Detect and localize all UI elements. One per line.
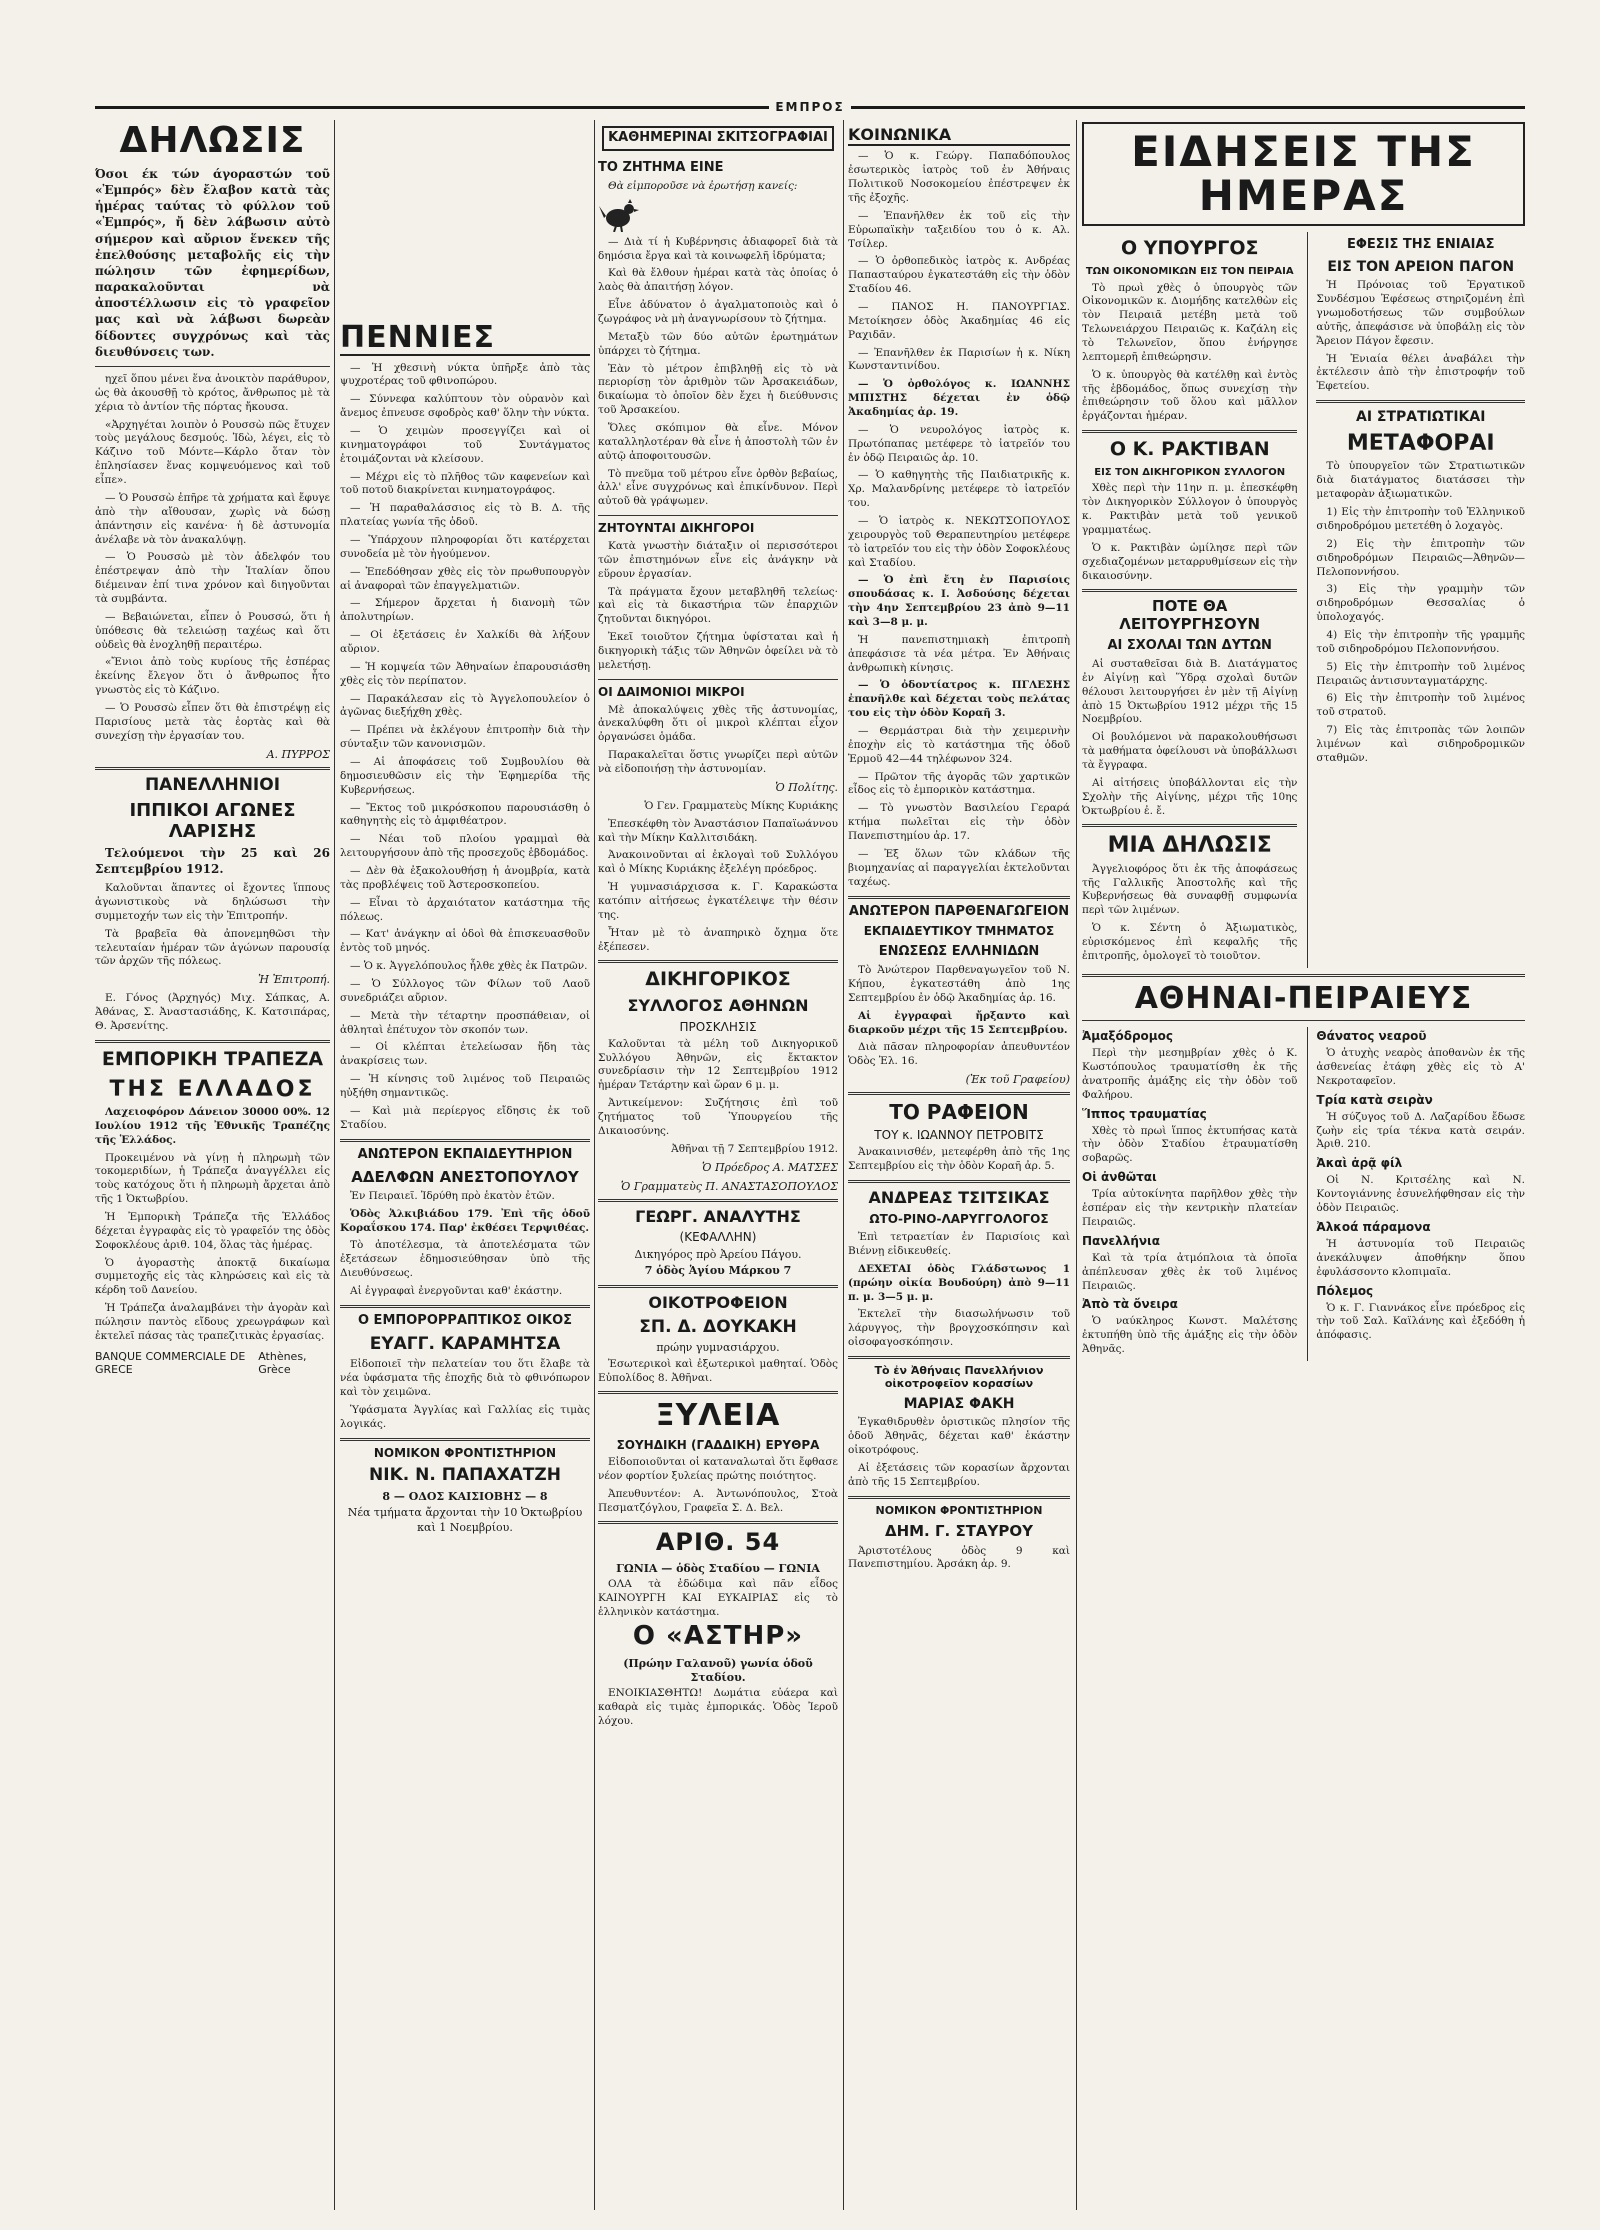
social-item: — Ἐπανῆλθεν ἐκ τοῦ εἰς τὴν Εὐρωπαϊκὴν ταξειδίου του ὁ κ. Αλ. Τσίλερ.	[848, 209, 1070, 250]
headline-oikonomikon-peiraia: ΤΩΝ ΟΙΚΟΝΟΜΙΚΩΝ ΕΙΣ ΤΟΝ ΠΕΙΡΑΙΑ	[1085, 266, 1294, 278]
divider	[1082, 974, 1525, 977]
headline-dikigorikon-syllogon: ΕΙΣ ΤΟΝ ΔΙΚΗΓΟΡΙΚΟΝ ΣΥΛΛΟΓΟΝ	[1094, 466, 1286, 478]
headline-georg-analytis: ΓΕΩΡΓ. ΑΝΑΛΥΤΗΣ	[635, 1206, 801, 1226]
social-item: — Ὁ καθηγητὴς τῆς Παιδιατρικῆς κ. Χρ. Μαλανδρίνης μετέφερε τὸ ἰατρεῖόν του.	[848, 469, 1070, 510]
headline-adelfon-anestopoulou: ΑΔΕΛΦΩΝ ΑΝΕΣΤΟΠΟΥΛΟΥ	[351, 1167, 579, 1186]
social-item: — Ὁ ἐπὶ ἔτη ἐν Παρισίοις σπουδάσας κ. Ι. Ἀσδούσης δέχεται τὴν 4ην Σεπτεμβρίου 23 ἀπὸ 9—11 καὶ 3—8 μ. μ.	[848, 574, 1070, 629]
divider	[598, 960, 838, 963]
headline-kathimerinai-skitsografiai: ΚΑΘΗΜΕΡΙΝΑΙ ΣΚΙΤΣΟΓΡΑΦΙΑΙ	[602, 126, 834, 151]
article-paragraph: Ἐκτελεῖ τὴν διασωλήνωσιν τοῦ λάρυγγος, τὴν βρογχοσκόπησιν καὶ οἰσοφαγοσκόπησιν.	[848, 1308, 1070, 1349]
article-paragraph: Ἡ Πρόνοιας τοῦ Ἐργατικοῦ Συνδέσμου Ἐφέσεως στηριζομένη ἐπὶ γνωμοδοτήσεως τῶν συμβούλων αὐτῆς, ἀπεφάσισε νὰ ὑποβάλῃ εἰς τὸν Ἄρειον Πάγον ἔφεσιν.	[1316, 279, 1525, 347]
headline-tsitsikas: ΑΝΔΡΕΑΣ ΤΣΙΤΣΙΚΑΣ	[868, 1187, 1050, 1207]
subheading: Πόλεμος	[1316, 1283, 1374, 1298]
subheading: Ἀκαὶ ἀρᾷ φίλ	[1316, 1156, 1403, 1171]
address-line: 7 ὁδὸς Ἁγίου Μάρκου 7	[644, 1264, 792, 1278]
social-item: — Ἐπανῆλθεν ἐκ Παρισίων ἡ κ. Νίκη Κωνσταντινίδου.	[848, 346, 1070, 373]
divider	[598, 1521, 838, 1524]
article-paragraph: «Ἀρχηγέται λοιπὸν ὁ Ρουσσὼ πῶς ἔτυχεν τοὺς μεγάλους δεσμούς. Ἰδὼ, λέγει, εἰς τὸ Κάζινο τοῦ Μόντε—Κάρλο ὅταν τὸν ἐπλησίασεν ἕνας κομψευόμενος καὶ τοῦ εἶπε».	[95, 418, 330, 487]
headline-panellinioi: ΠΑΝΕΛΛΗΝΙΟΙ	[144, 774, 281, 795]
headline-emporiki-trapeza: ΕΜΠΟΡΙΚΗ ΤΡΑΠΕΖΑ	[101, 1047, 324, 1070]
headline-nomikon-frontistirion: ΝΟΜΙΚΟΝ ΦΡΟΝΤΙΣΤΗΡΙΟΝ	[373, 1445, 557, 1460]
article-paragraph: Εἶνε ἀδύνατον ὁ ἀγαλματοποιὸς καὶ ὁ ζωγράφος νὰ μὴ ἀναγνωρίσουν τὸ ζήτημα.	[598, 299, 838, 326]
list-item: 3) Εἰς τὴν γραμμὴν τῶν σιδηροδρόμων Θεσσαλίας ὁ ὑπολοχαγός.	[1316, 583, 1525, 624]
news-item: — Μέχρι εἰς τὸ πλῆθος τῶν καφενείων καὶ τοῦ ποτοῦ διακρίνεται κινηματογράφος.	[340, 470, 590, 497]
column-1	[95, 120, 330, 2210]
rooster-icon	[598, 198, 640, 232]
social-item: — Ὁ κ. Γεώργ. Παπαδόπουλος ἐσωτερικὸς ἰατρὸς τοῦ ἐν Ἀθήναις Πολιτικοῦ Νοσοκομείου ἐπέστρεψεν ἐκ τῆς ἐξοχῆς.	[848, 150, 1070, 204]
article-paragraph: Ἀγγελιοφόρος ὅτι ἐκ τῆς ἀποφάσεως τῆς Γαλλικῆς Ἀποστολῆς καὶ τῆς Κυβερνήσεως θὰ συναφθῇ συμφωνία περὶ τῶν λιμένων.	[1082, 862, 1298, 917]
headline-anoteron-parthenagogeion: ΑΝΩΤΕΡΟΝ ΠΑΡΘΕΝΑΓΩΓΕΙΟΝ	[848, 903, 1070, 919]
headline-koinonika: ΚΟΙΝΩΝΙΚΑ	[848, 126, 1070, 146]
address-line: 8 — ΟΔΟΣ ΚΑΙΣΙΟΒΗΣ — 8	[382, 1489, 548, 1503]
article-paragraph: Ὁ ἀγοραστὴς ἀποκτᾷ δικαίωμα συμμετοχῆς εἰς τὰς κληρώσεις καὶ εἰς τὰ κέρδη τοῦ Δανείου.	[95, 1256, 330, 1297]
event-dates: Τελούμενοι τὴν 25 καὶ 26 Σεπτεμβρίου 1912.	[95, 846, 330, 877]
divider	[340, 1438, 590, 1441]
address-line: ΓΩΝΙΑ — ὁδὸς Σταδίου — ΓΩΝΙΑ	[616, 1561, 820, 1575]
divider	[848, 896, 1070, 899]
news-item: — Ὁ χειμὼν προσεγγίζει καὶ οἱ κινηματογράφοι τοῦ Συντάγματος ἑτοιμάζονται νὰ κλείσουν.	[340, 424, 590, 465]
article-paragraph: «Ἔνιοι ἀπὸ τοὺς κυρίους τῆς ἑσπέρας ἐκείνης ἔλεγον ὅτι ὁ ἄνθρωπος ἦτο γνωστὸς εἰς τὸ Κάζινο.	[95, 656, 330, 697]
headline-stavrou: ΔΗΜ. Γ. ΣΤΑΥΡΟΥ	[884, 1522, 1034, 1541]
article-paragraph: Εἰδοποιεῖ τὴν πελατείαν του ὅτι ἔλαβε τὰ νέα ὑφάσματα τῆς ἐποχῆς διὰ τὸ φθινόπωρον καὶ τὸν χειμῶνα.	[340, 1358, 590, 1399]
subheading: Ἵππος τραυματίας	[1082, 1106, 1207, 1121]
social-item: — Ὁ νευρολόγος ἰατρὸς κ. Πρωτόπαπας μετέφερε τὸ ἰατρεῖόν του ἐν ὁδῷ Πειραιῶς ἀρ. 10.	[848, 423, 1070, 464]
bank-city: Athènes, Grèce	[258, 1349, 307, 1376]
article-paragraph: Αἱ ἐξετάσεις τῶν κορασίων ἄρχονται ἀπὸ τῆς 15 Σεπτεμβρίου.	[848, 1461, 1070, 1488]
list-item: 1) Εἰς τὴν ἐπιτροπὴν τοῦ Ἑλληνικοῦ σιδηροδρόμου μετετέθη ὁ λοχαγὸς.	[1316, 506, 1525, 532]
article-paragraph: Θὰ εἰμποροῦσε νὰ ἐρωτήσῃ κανείς:	[608, 179, 798, 192]
subheading: Ἀλκοά πάραμονα	[1316, 1219, 1431, 1234]
headline-ekpaideutikou-tmimatos: ΕΚΠΑΙΔΕΥΤΙΚΟΥ ΤΜΗΜΑΤΟΣ	[863, 924, 1055, 939]
headline-nomikon-frontistirion-2: ΝΟΜΙΚΟΝ ΦΡΟΝΤΙΣΤΗΡΙΟΝ	[875, 1503, 1043, 1517]
news-item: — Οἱ κλέπται ἐτελείωσαν ἤδη τὰς ἀνακρίσεις των.	[340, 1041, 590, 1068]
headline-pennies: ΠΕΝΝΙΕΣ	[340, 322, 590, 356]
article-paragraph: Λαχειοφόρον Δάνειον 30000 00%. 12 Ιουλίου 1912 τῆς Ἐθνικῆς Τραπέζης τῆς Ἑλλάδος.	[95, 1105, 330, 1146]
article-paragraph: Ἐγκαθιδρυθὲν ὁριστικῶς πλησίον τῆς ὁδοῦ Ἀθηνᾶς, δέχεται καθ' ἑκάστην οἰκοτρόφους.	[848, 1416, 1070, 1457]
social-item: — Ἐξ ὅλων τῶν κλάδων τῆς βιομηχανίας αἱ παραγγελίαι ἐκτελοῦνται ταχέως.	[848, 847, 1070, 888]
article-paragraph: Ἡ γυμνασιάρχισσα κ. Γ. Καρακώστα κατόπιν αἰτήσεως ἐγκατέλειψε τὴν θέσιν της.	[598, 881, 838, 921]
article-signature: Ἡ Ἐπιτροπή.	[258, 973, 330, 987]
headline-dikigorikos: ΔΙΚΗΓΟΡΙΚΟΣ	[645, 968, 791, 991]
subheading: Οἱ ἀνθῶται	[1082, 1170, 1157, 1185]
divider	[848, 1092, 1070, 1095]
article-paragraph: Ὅλες σκόπιμον θὰ εἶνε. Μόνον καταλληλοτέραν θὰ εἶνε ἡ ἀποστολὴ τῶν ἐν αὐτῷ ἀποφοιτουσῶν.	[598, 422, 838, 462]
divider	[95, 767, 330, 770]
address-line: ΔΕΧΕΤΑΙ ὁδὸς Γλάδστωνος 1 (πρώην οἰκία Βουδούρη) ἀπὸ 9—11 π. μ. 3—5 μ. μ.	[848, 1262, 1070, 1303]
article-paragraph: Εἰδοποιοῦνται οἱ καταναλωταὶ ὅτι ἔφθασε νέον φορτίον ξυλείας πρώτης ποιότητος.	[598, 1455, 838, 1482]
divider	[95, 366, 330, 367]
article-paragraph: Οἱ βουλόμενοι νὰ παρακολουθήσωσι τὰ μαθήματα ὀφείλουσι νὰ ὑποβάλλωσι τὰ ἔγγραφα.	[1082, 731, 1298, 771]
article-paragraph: Ἡ Τράπεζα ἀναλαμβάνει τὴν ἀγορὰν καὶ πώλησιν παντὸς εἴδους χρεωγράφων καὶ ἐκτελεῖ πάσας τὰς τραπεζιτικὰς ἐργασίας.	[95, 1302, 330, 1342]
article-paragraph: ΕΝΟΙΚΙΑΣΘΗΤΩ! Δωμάτια εὐάερα καὶ καθαρὰ εἰς τιμὰς ἐμπορικάς. Ὁδὸς Ἰεροῦ λόχου.	[598, 1687, 838, 1728]
headline-panellinion-oikotrofeion: Τὸ ἐν Ἀθήναις Πανελλήνιον οἰκοτροφεῖον κορασίων	[874, 1363, 1044, 1390]
article-paragraph: Χθὲς περὶ τὴν 11ην π. μ. ἐπεσκέφθη τὸν Δικηγορικὸν Σύλλογον ὁ ὑπουργὸς κ. Ρακτιβὰν μετὰ τοῦ γενικοῦ γραμματέως.	[1082, 482, 1298, 537]
headline-xyleia: ΞΥΛΕΙΑ	[655, 1398, 781, 1434]
divider	[598, 515, 838, 516]
masthead-strip	[95, 96, 1525, 114]
social-item: — Ὁ ὀρθοπεδικὸς ἰατρὸς κ. Ανδρέας Παπασταύρου ἐγκατεστάθη εἰς τὴν ὁδὸν Σταδίου 46.	[848, 255, 1070, 296]
article-paragraph: — Διὰ τί ἡ Κυβέρνησις ἀδιαφορεῖ διὰ τὰ δημόσια ἔργα καὶ τὰ κοινωφελῆ ἱδρύματα;	[598, 235, 838, 262]
headline-efesis-tis-eniaias: ΕΦΕΣΙΣ ΤΗΣ ΕΝΙΑΙΑΣ	[1346, 237, 1495, 253]
headline-kefallin: (ΚΕΦΑΛΛΗΝ)	[679, 1229, 757, 1244]
article-paragraph: Δικηγόρος πρὸ Ἀρείου Πάγου.	[634, 1247, 802, 1261]
headline-pote-tha-leitourgisoun: ΠΟΤΕ ΘΑ ΛΕΙΤΟΥΡΓΗΣΟΥΝ	[1119, 597, 1261, 633]
list-item: 7) Εἰς τὰς ἐπιτροπὰς τῶν λοιπῶν λιμένων καὶ σιδηροδρομικῶν σταθμῶν.	[1316, 724, 1525, 764]
social-item: — Θερμάστραι διὰ τὴν χειμερινὴν ἐποχὴν εἰς τὸ κατάστημα τῆς ὁδοῦ Ἑρμοῦ 42—44 τηλέφωνον 324.	[848, 725, 1070, 765]
list-item: 4) Εἰς τὴν ἐπιτροπὴν τῆς γραμμῆς τοῦ σιδηροδρόμου Πελοποννήσου.	[1316, 628, 1525, 655]
illustration	[598, 198, 838, 232]
list-item: 2) Εἰς τὴν ἐπιτροπὴν τῶν σιδηροδρόμων Πειραιῶς—Ἀθηνῶν—Πελοποννήσου.	[1316, 537, 1525, 578]
article-paragraph: Νέα τμήματα ἄρχονται τὴν 10 Ὀκτωβρίου καὶ 1 Νοεμβρίου.	[347, 1506, 583, 1534]
news-item: — Παρακάλεσαν εἰς τὸ Ἀγγελοπουλείον ὁ ἀγῶνας διεξήχθη χθὲς.	[340, 692, 590, 719]
headline-enoseos-ellinidon: ΕΝΩΣΕΩΣ ΕΛΛΗΝΙΔΩΝ	[878, 944, 1040, 960]
article-paragraph: Ἦταν μὲ τὸ ἀναπηρικὸ ὄχημα ὅτε ἐξέπεσεν.	[598, 926, 838, 953]
social-item: — Ὁ ὀρθολόγος κ. ΙΩΑΝΝΗΣ ΜΠΙΣΤΗΣ δέχεται ἐν ὁδῷ Ἀκαδημίας ἀρ. 19.	[848, 378, 1070, 418]
article-paragraph: Τὸ πνεῦμα τοῦ μέτρου εἶνε ὀρθὸν βεβαίως, ἀλλ' εἶνε συγχρόνως καὶ ἐπικίνδυνον. Περὶ αὐτοῦ θὰ γράψωμεν.	[598, 467, 838, 508]
masthead-title: ΕΜΠΡΟΣ	[769, 100, 850, 114]
article-paragraph: Ἀθῆναι τῇ 7 Σεπτεμβρίου 1912.	[671, 1142, 838, 1155]
article-paragraph: Καὶ θὰ ἔλθουν ἡμέραι κατὰ τὰς ὁποίας ὁ λαὸς θὰ ἀπαιτήσῃ λόγον.	[598, 267, 838, 294]
divider	[340, 1139, 590, 1142]
article-paragraph: Καλοῦνται τὰ μέλη τοῦ Δικηγορικοῦ Συλλόγου Ἀθηνῶν, εἰς ἔκτακτον συνεδρίασιν τὴν 12 Σεπτεμβρίου 1912 ἡμέραν Τετάρτην καὶ ὥραν 6 μ. μ.	[598, 1037, 838, 1092]
news-item: — Ὁ κ. Ἀγγελόπουλος ἦλθε χθὲς ἐκ Πατρῶν.	[350, 960, 588, 973]
social-item: — ΠΑΝΟΣ Η. ΠΑΝΟΥΡΓΙΑΣ. Μετοίκησεν ὁδὸς Ἀκαδημίας 46 εἰς Ραχιδᾶν.	[848, 300, 1070, 341]
news-item: — Ἡ παραθαλάσσιος εἰς τὸ Β. Δ. τῆς πλατείας γωνία τῆς ὁδοῦ.	[340, 502, 590, 529]
article-paragraph: ΟΛΑ τὰ ἐδώδιμα καὶ πᾶν εἶδος ΚΑΙΝΟΥΡΓΗ ΚΑΙ ΕΥΚΑΙΡΙΑΣ εἰς τὸ ἑλληνικὸν κατάστημα.	[598, 1577, 838, 1618]
article-paragraph: Κατὰ γνωστὴν διάταξιν οἱ περισσότεροι τῶν ἐπιστημόνων εἶνε εἰς ἀνάγκην νὰ εὕρουν ἐργασίαν.	[598, 540, 838, 580]
news-item: — Ἡ κομψεία τῶν Ἀθηναίων ἐπαρουσιάσθη χθὲς εἰς τὸν περίπατον.	[340, 660, 590, 687]
news-item: — Ἡ κίνησις τοῦ λιμένος τοῦ Πειραιῶς ηὐξήθη σημαντικῶς.	[340, 1073, 590, 1100]
headline-o-k-raktivan: Ο Κ. ΡΑΚΤΙΒΑΝ	[1109, 438, 1270, 461]
divider	[598, 1391, 838, 1394]
headline-prosklisis: ΠΡΟΣΚΛΗΣΙΣ	[679, 1019, 757, 1034]
article-paragraph: Τὰ πράγματα ἔχουν μεταβληθῆ τελείως· καὶ εἰς τὰ δικαστήρια τῶν ἐπαρχιῶν ζητοῦνται δικηγόροι.	[598, 585, 838, 626]
subheading: Τρία κατὰ σειρὰν	[1316, 1092, 1433, 1107]
article-signature: (Ἐκ τοῦ Γραφείου)	[965, 1073, 1070, 1087]
article-signature: Ὁ Γραμματεὺς Π. ΑΝΑΣΤΑΣΟΠΟΥΛΟΣ	[620, 1179, 838, 1193]
column-4	[848, 120, 1070, 2210]
divider	[1082, 1020, 1525, 1021]
divider	[1082, 589, 1297, 592]
article-paragraph: Ἡ σύζυγος τοῦ Δ. Λαζαρίδου ἔδωσε ζωὴν εἰς τρία τέκνα κατὰ σειράν. Ἀριθ. 210.	[1316, 1110, 1525, 1151]
subheading: Ἀπὸ τὰ ὄνειρα	[1082, 1297, 1178, 1312]
divider	[598, 1199, 838, 1202]
article-paragraph: Παρακαλεῖται ὅστις γνωρίζει περὶ αὐτῶν νὰ εἰδοποιήσῃ τὴν ἀστυνομίαν.	[598, 749, 838, 775]
headline-areion-pagon: ΕΙΣ ΤΟΝ ΑΡΕΙΟΝ ΠΑΓΟΝ	[1327, 259, 1515, 276]
social-item: Ἡ πανεπιστημιακὴ ἐπιτροπὴ ἀπεφάσισε τὰ νέα μέτρα. Ἐν Ἀθήναις ἀνθρωπικὴ κίνησις.	[848, 633, 1070, 674]
article-paragraph: Ἐὰν τὸ μέτρον ἐπιβληθῇ εἰς τὸ νὰ περιορίσῃ τὸν ἀριθμὸν τῶν Ἀρσακειάδων, δικαίωμα τὸ ὁποῖον δὲν ἔχει ἡ διεύθυνσις τοῦ Ἀρσακείου.	[598, 362, 838, 417]
news-item: — Ὑπάρχουν πληροφορίαι ὅτι κατέρχεται συνοδεία μὲ τὸν ἡγούμενον.	[340, 533, 590, 560]
headline-o-ypourgos: Ο ΥΠΟΥΡΓΟΣ	[1120, 237, 1259, 260]
headline-ippikoi-agones: ΙΠΠΙΚΟΙ ΑΓΩΝΕΣ ΛΑΡΙΣΗΣ	[129, 800, 296, 842]
news-item: — Εἶναι τὸ ἀρχαιότατον κατάστημα τῆς πόλεως.	[340, 896, 590, 923]
article-paragraph: Ὁ ναύκληρος Κωνστ. Μαλέτσης ἐκτυπήθη ὑπὸ τῆς ἁμάξης εἰς τὴν ὁδὸν Ἀθηνᾶς.	[1082, 1315, 1298, 1356]
news-item: — Καὶ μιὰ περίεργος εἴδησις ἐκ τοῦ Σταδίου.	[340, 1104, 590, 1131]
article-paragraph: Ἀπευθυντέον: Α. Ἀντωνόπουλος, Στοὰ Πεσματζόγλου, Γραφεῖα Σ. Δ. Βελ.	[598, 1487, 838, 1514]
headline-oikotrofeion: ΟΙΚΟΤΡΟΦΕΙΟΝ	[648, 1292, 788, 1312]
divider	[848, 1180, 1070, 1183]
divider	[848, 1496, 1070, 1499]
article-paragraph: Τὸ πρωὶ χθὲς ὁ ὑπουργὸς τῶν Οἰκονομικῶν κ. Διομήδης κατελθὼν εἰς τὸν Πειραιᾶ μετέβη μετὰ τοῦ Τελωνειάρχου Πειραιῶς κ. Καζάλη εἰς τὸ Τελωνεῖον, ὅπου ἐνήργησε λεπτομερῆ ἐπιθεώρησιν.	[1082, 281, 1298, 363]
city-news-right	[1307, 1027, 1525, 1361]
article-signature: Α. ΠΥΡΡΟΣ	[266, 747, 330, 761]
headline-papachatzi: NIK. Ν. ΠΑΠΑΧΑΤΖΗ	[369, 1465, 561, 1486]
headline-petrovits: ΤΟΥ κ. ΙΩΑΝΝΟΥ ΠΕΤΡΟΒΙΤΣ	[874, 1128, 1044, 1143]
article-paragraph: Ἐσωτερικοὶ καὶ ἐξωτερικοὶ μαθηταί. Ὁδὸς Εὐπολίδος 8. Ἀθῆναι.	[598, 1357, 838, 1384]
article-paragraph: Χθὲς τὸ πρωὶ ἵππος ἐκτυπήσας κατὰ τὴν ὁδὸν Σταδίου ἐτραυματίσθη σοβαρῶς.	[1082, 1124, 1298, 1165]
divider	[340, 1305, 590, 1308]
article-paragraph: Ἡ Ἐνιαία θέλει ἀναβάλει τὴν ἐκτέλεσιν ἀπὸ τὴν ἐπιστροφήν τοῦ Ἐφετείου.	[1316, 352, 1525, 393]
divider	[848, 1356, 1070, 1359]
article-paragraph: Ὁ κ. ὑπουργὸς θὰ κατέλθῃ καὶ ἐντὸς τῆς ἑβδομάδος, ὅπως συνεχίσῃ τὴν ἐπιθεώρησιν τοῦ ὅλου καὶ μᾶλλον ἐργάζονται ἡμέραν.	[1082, 368, 1298, 423]
article-paragraph: Αἱ ἐγγραφαὶ ἐνεργοῦνται καθ' ἑκάστην.	[350, 1284, 563, 1297]
city-news-left	[1082, 1027, 1297, 1361]
article-paragraph: Αἱ συσταθεῖσαι διὰ Β. Διατάγματος ἐν Αἰγίνῃ καὶ Ὕδρᾳ σχολαὶ δυτῶν θέλουσι λειτουργήσει ἐν μὲν τῇ Αἰγίνῃ ἀπὸ 15 Ὀκτωβρίου 1912 μέχρι τῆς 15 Νοεμβρίου.	[1082, 657, 1298, 726]
headline-scholai-dyton: ΑΙ ΣΧΟΛΑΙ ΤΩΝ ΔΥΤΩΝ	[1107, 637, 1272, 653]
headline-stratiotikai: ΑΙ ΣΤΡΑΤΙΩΤΙΚΑΙ	[1355, 409, 1486, 426]
column-3	[598, 120, 838, 2210]
article-paragraph: Μεταξὺ τῶν δύο αὐτῶν ἐρωτημάτων ὑπάρχει τὸ ζήτημα.	[598, 330, 838, 357]
headline-oto-rino: ΩΤΟ-ΡΙΝΟ-ΛΑΡΥΓΓΟΛΟΓΟΣ	[869, 1212, 1049, 1227]
divider	[1082, 430, 1297, 433]
news-item: — Δὲν θὰ ἐξακολουθήσῃ ἡ ἀνομβρία, κατὰ τὰς προβλέψεις τοῦ Ἀστεροσκοπείου.	[340, 865, 590, 891]
headline-marias-faki: ΜΑΡΙΑΣ ΦΑΚΗ	[903, 1396, 1015, 1413]
news-left-subcolumn	[1082, 232, 1297, 968]
social-item: — Ὁ ἰατρὸς κ. ΝΕΚΩΤΣΟΠΟΥΛΟΣ χειρουργὸς τοῦ Θεραπευτηρίου μετέφερε τὸ ἰατρεῖόν του εἰς τὴν ὁδὸν Σοφοκλέους καὶ Σταδίου.	[848, 515, 1070, 569]
notice-lead: Όσοι έκ τών άγοραστών τοῦ «Ἐμπρός» δὲν ἔλαβον κατὰ τὰς ἡμέρας ταύτας τὸ φύλλον τοῦ «Ἐμπρός», ἤ δὲν λάβωσιν αὐτὸ σήμερον καὶ αὔριον ἕνεκεν τῆς ἐπελθούσης μεταβολῆς εἰς τὴν πώλησιν τῶν ἐφημερίδων, παρακαλοῦνται νὰ ἀποστέλλωσιν εἰς τὸ γραφεῖον μας καὶ νὰ λάβωσι δωρεὰν δίδοντες συγχρόνως καὶ τὰς διευθύνσεις των.	[95, 166, 330, 359]
headline-eidiseis-tis-imeras: ΕΙΔΗΣΕΙΣ ΤΗΣ ΗΜΕΡΑΣ	[1082, 122, 1525, 226]
article-paragraph: Ἐκεῖ τοιοῦτον ζήτημα ὑφίσταται καὶ ἡ δικηγορικὴ τάξις τῶν Ἀθηνῶν ὀφείλει νὰ τὸ μελετήσῃ.	[598, 631, 838, 671]
column-2	[340, 120, 590, 2210]
news-item: — Πρέπει νὰ ἐκλέγουν ἐπιτροπὴν διὰ τὴν σύνταξιν τῶν κανονισμῶν.	[340, 724, 590, 751]
article-paragraph: Τὸ ἀποτέλεσμα, τὰ ἀποτελέσματα τῶν ἐξετάσεων ἐδημοσιεύθησαν ὑπὸ τῆς Διευθύνσεως.	[340, 1239, 590, 1280]
news-right-subcolumn	[1307, 232, 1525, 968]
column-rule	[594, 120, 595, 2210]
news-item: — Κατ' ἀνάγκην αἱ ὁδοὶ θὰ ἐπισκευασθοῦν ἐντὸς τοῦ μηνός.	[340, 928, 590, 955]
headline-to-zitima-eine: ΤΟ ΖΗΤΗΜΑ ΕΙΝΕ	[598, 159, 724, 175]
headline-mia-dilosis: ΜΙΑ ΔΗΛΩΣΙΣ	[1107, 833, 1272, 859]
news-item: — Σήμερον ἄρχεται ἡ διανομὴ τῶν ἀπολυτηρίων.	[340, 597, 590, 624]
divider	[598, 1285, 838, 1288]
news-item: — Οἱ ἐξετάσεις ἐν Χαλκίδι θὰ λήξουν αὔριον.	[340, 629, 590, 655]
article-paragraph: Ὑφάσματα Ἀγγλίας καὶ Γαλλίας εἰς τιμὰς λογικάς.	[340, 1403, 590, 1430]
social-item: — Ὁ ὀδοντίατρος κ. ΠΓΛΕΣΗΣ ἐπανῆλθε καὶ δέχεται τοὺς πελάτας του εἰς τὴν ὁδὸν Κοραῆ 3.	[848, 679, 1070, 720]
article-paragraph: Καλοῦνται ἅπαντες οἱ ἔχοντες ἵππους ἀγωνιστικοὺς νὰ δηλώσωσι τὴν συμμετοχήν των εἰς τὴν Ἐπιτροπήν.	[95, 882, 330, 922]
article-paragraph: Ἀντικείμενον: Συζήτησις ἐπὶ τοῦ ζητήματος τοῦ Ὑπουργείου τῆς Δικαιοσύνης.	[598, 1097, 838, 1137]
article-paragraph: Ὁ Γεν. Γραμματεὺς Μίκης Κυριάκης	[644, 799, 838, 812]
committee-names: Ε. Γόνος (Ἀρχηγός) Μιχ. Σάπκας, Α. Ἀθάνας, Σ. Ἀναστασιάδης, Κ. Κατσιπάρας, Θ. Ἀρσενίτης.	[95, 992, 330, 1032]
article-paragraph: Ἡ ἀστυνομία τοῦ Πειραιῶς ἀνεκάλυψεν ἀποθήκην ὅπου ἐφυλάσσοντο κλοπιμαῖα.	[1316, 1237, 1525, 1278]
divider	[1082, 824, 1297, 827]
bank-footer	[95, 1350, 330, 1376]
headline-arith-54: ΑΡΙΘ. 54	[655, 1528, 781, 1557]
article-paragraph: Καὶ τὰ τρία ἀτμόπλοια τὰ ὁποῖα ἀπέπλευσαν χθὲς ἐκ τοῦ λιμένος Πειραιῶς.	[1082, 1251, 1298, 1292]
article-paragraph: Ἐπὶ τετραετίαν ἐν Παρισίοις καὶ Βιέννῃ εἰδικευθείς.	[848, 1231, 1070, 1257]
headline-zitountai-dikigoroi: ΖΗΤΟΥΝΤΑΙ ΔΙΚΗΓΟΡΟΙ	[598, 521, 755, 536]
article-paragraph: Ὁ κ. Γ. Γιαννάκος εἶνε πρόεδρος εἰς τὴν τοῦ Σαλ. Καϊλάνης καὶ ἐξεδόθη ἡ ἀπόφασις.	[1316, 1301, 1525, 1342]
headline-astir: Ο «ΑΣΤΗΡ»	[632, 1621, 804, 1652]
divider	[95, 1040, 330, 1043]
news-item: — Ὁ Σύλλογος τῶν Φίλων τοῦ Λαοῦ συνεδριάζει αὔριον.	[340, 978, 590, 1004]
news-item: — Ἡ χθεσινὴ νύκτα ὑπῆρξε ἀπὸ τὰς ψυχροτέρας τοῦ φθινοπώρου.	[340, 361, 590, 388]
article-paragraph: Οἱ Ν. Κριτσέλης καὶ Ν. Κοντογιάννης ἐσυνελήφθησαν εἰς τὴν ὁδὸν Πειραιῶς.	[1316, 1174, 1525, 1215]
article-paragraph: Περὶ τὴν μεσημβρίαν χθὲς ὁ Κ. Κωστόπουλος τραυματίσθη ἐκ τῆς ἀνατροπῆς ἁμάξης εἰς τὴν ὁδὸν τοῦ Φαλήρου.	[1082, 1047, 1298, 1101]
article-paragraph: — Ὁ Ρουσσὼ μὲ τὸν ἀδελφόν του ἐπέστρεψαν ἀπὸ τὴν Ἰταλίαν ὅπου διέμειναν ἐπί τινα χρόνον καὶ διηγοῦνται τὰ συμβάντα.	[95, 551, 330, 605]
news-two-column	[1082, 232, 1525, 968]
article-paragraph: Μὲ ἀποκαλύψεις χθὲς τῆς ἀστυνομίας, ἀνεκαλύφθη ὅτι οἱ μικροὶ κλέπται εἶχον ὀργανώσει ὁμάδα.	[598, 703, 838, 744]
article-paragraph: Ἐπεσκέφθη τὸν Ἀναστάσιον Παπαϊωάννου καὶ τὴν Μίκην Καλλιτσιδάκη.	[598, 817, 838, 844]
article-signature: Ὁ Πρόεδρος Α. ΜΑΤΣΕΣ	[702, 1160, 838, 1174]
column-rule	[1076, 120, 1077, 2210]
headline-syllogos-athinon: ΣΥΛΛΟΓΟΣ ΑΘΗΝΩΝ	[627, 996, 809, 1016]
article-paragraph: Ἀνακαινισθέν, μετεφέρθη ἀπὸ τῆς 1ης Σεπτεμβρίου εἰς τὴν ὁδὸν Κοραῆ ἀρ. 5.	[848, 1146, 1070, 1173]
city-news-two-column	[1082, 1027, 1525, 1361]
article-paragraph: πρώην γυμνασιάρχου.	[656, 1341, 780, 1355]
article-paragraph: Τὸ ὑπουργεῖον τῶν Στρατιωτικῶν διὰ διατάγματος διατάσσει τὴν μεταφορὰν ἀξιωματικῶν.	[1316, 460, 1525, 501]
article-paragraph: — Ὁ Ρουσσὼ ἐπῆρε τὰ χρήματα καὶ ἔφυγε ἀπὸ τὴν αἴθουσαν, χωρὶς νὰ δώσῃ ἀπάντησιν εἰς κανένα· ἡ δὲ ἀστυνομία ἀνέλαβε νὰ τὸν ἀνακαλύψῃ.	[95, 491, 330, 546]
news-item: — Νέαι τοῦ πλοίου γραμμαὶ θὰ λειτουργήσουν ἀπὸ τῆς προσεχοῦς ἑβδομάδος.	[340, 833, 590, 860]
headline-dilosis: ΔΗΛΩΣΙΣ	[119, 120, 306, 161]
news-item: — Σύννεφα καλύπτουν τὸν οὐρανὸν καὶ ἄνεμος ἐπνευσε σφοδρὸς καθ' ὅλην τὴν νύκτα.	[340, 393, 590, 420]
article-paragraph: Τρία αὐτοκίνητα παρῆλθον χθὲς τὴν ἑσπέραν εἰς τὴν κεντρικὴν πλατείαν Πειραιῶς.	[1082, 1188, 1298, 1228]
headline-athinai-peiraieus: ΑΘΗΝΑΙ-ΠΕΙΡΑΙΕΥΣ	[1134, 980, 1473, 1016]
article-signature: Ὁ Πολίτης.	[775, 780, 838, 794]
spacer	[340, 120, 590, 320]
column-rule	[334, 120, 335, 2210]
headline-doukaki: ΣΠ. Δ. ΔΟΥΚΑΚΗ	[639, 1316, 797, 1337]
divider	[1316, 400, 1525, 403]
headline-tis-ellados: ΤΗΣ ΕΛΛΑΔΟΣ	[109, 1076, 316, 1102]
article-paragraph: — Βεβαιώνεται, εἶπεν ὁ Ρουσσώ, ὅτι ἡ ὑπόθεσις θὰ τελειώσῃ ταχέως καὶ ὅτι οὐδεὶς θὰ ἐνοχληθῇ περαιτέρω.	[95, 610, 330, 651]
social-item: — Τὸ γνωστὸν Βασιλείου Γεραρά κτήμα πωλεῖται εἰς τὴν ὁδὸν Πανεπιστημίου ἀρ. 17.	[848, 802, 1070, 843]
column-rule	[843, 120, 844, 2210]
article-paragraph: Τὰ βραβεῖα θὰ ἀπονεμηθῶσι τὴν τελευταίαν ἡμέραν τῶν ἀγώνων παρουσίᾳ τῶν ἀρχῶν τῆς πόλεως.	[95, 927, 330, 968]
subheading: Θάνατος νεαροῦ	[1316, 1029, 1427, 1044]
headline-souidiki: ΣΟΥΗΔΙΚΗ (ΓΑΔΔΙΚΗ) ΕΡΥΘΡΑ	[616, 1437, 820, 1452]
list-item: 5) Εἰς τὴν ἐπιτροπὴν τοῦ λιμένος Πειραιῶς ἀντισυνταγματάρχης.	[1316, 660, 1525, 687]
news-item: — Μετὰ τὴν τέταρτην προσπάθειαν, οἱ ἀθληταὶ ἐπέτυχον τὸν σκοπόν των.	[340, 1009, 590, 1036]
news-item: — Ἐπεδόθησαν χθὲς εἰς τὸν πρωθυπουργὸν αἱ ἀναφοραὶ τῶν ἐπαγγελματιῶν.	[340, 565, 590, 592]
news-item: — Ἔκτος τοῦ μικρόσκοπου παρουσιάσθη ὁ καθηγητὴς εἰς τὸ ἀμφιθέατρον.	[340, 801, 590, 828]
article-paragraph: Ἐν Πειραιεῖ. Ἱδρύθη πρὸ ἑκατὸν ἐτῶν.	[350, 1189, 555, 1202]
article-paragraph: Ὁ ἀτυχὴς νεαρὸς ἀποθανὼν ἐκ τῆς ἀσθενείας ἐτάφη χθὲς εἰς τὸ Α' Νεκροταφεῖον.	[1316, 1047, 1525, 1087]
article-paragraph: Αἱ αἰτήσεις ὑποβάλλονται εἰς τὴν Σχολὴν τῆς Αἰγίνης, μέχρι τῆς 10ης Ὀκτωβρίου ἐ. ἔ.	[1082, 776, 1298, 817]
news-item: — Αἱ ἀποφάσεις τοῦ Συμβουλίου θὰ δημοσιευθῶσιν εἰς τὴν Ἐφημερίδα τῆς Κυβερνήσεως.	[340, 755, 590, 796]
article-paragraph: Προκειμένου νὰ γίνῃ ἡ πληρωμὴ τῶν τοκομεριδίων, ἡ Τράπεζα ἀναγγέλλει εἰς τοὺς κατόχους ὅτι ἡ πληρωμὴ ἄρχεται ἀπὸ τῆς 1 Ὀκτωβρίου.	[95, 1151, 330, 1206]
headline-metaforai: ΜΕΤΑΦΟΡΑΙ	[1346, 431, 1495, 457]
headline-to-rafeion: ΤΟ ΡΑΦΕΙΟΝ	[889, 1100, 1029, 1125]
article-paragraph: — Ὁ Ρουσσὼ εἶπεν ὅτι θὰ ἐπιστρέψῃ εἰς Παρισίους μετὰ τὰς ἑορτὰς καὶ θὰ συνεχίσῃ τὴν ἐργασίαν του.	[95, 701, 330, 742]
article-paragraph: Διὰ πᾶσαν πληροφορίαν ἀπευθυντέον Ὁδὸς Ἐλ. 16.	[848, 1041, 1070, 1068]
article-paragraph: Ὁ κ. Σέντη ὁ Ἀξιωματικὸς, εὑρισκόμενος ἐπὶ κεφαλῆς τῆς ἐπιτροπῆς, ὁμολογεῖ τὸ τοιοῦτον.	[1082, 922, 1298, 962]
headline-empororraptikos: Ο ΕΜΠΟΡΟΡΡΑΠΤΙΚΟΣ ΟΙΚΟΣ	[357, 1312, 573, 1328]
article-paragraph: Ἡ Ἐμπορικὴ Τράπεζα τῆς Ἑλλάδος δέχεται ἐγγραφὰς εἰς τὸ γραφεῖόν της ὁδὸς Σοφοκλέους ἀριθ. 104, ὅλας τὰς ἡμέρας.	[95, 1211, 330, 1251]
article-paragraph: (Πρώην Γαλανοῦ) γωνία ὁδοῦ Σταδίου.	[623, 1656, 813, 1685]
headline-karamitsa: ΕΥΑΓΓ. ΚΑΡΑΜΗΤΣΑ	[369, 1333, 561, 1354]
address-line: Ὁδὸς Ἀλκιβιάδου 179. Ἐπὶ τῆς ὁδοῦ Κοραΐσκου 174. Παρ' ἐκθέσει Τερψιθέας.	[340, 1207, 590, 1234]
subheading: Πανελλήνια	[1082, 1233, 1160, 1248]
social-item: — Πρῶτον τῆς ἀγορᾶς τῶν χαρτικῶν εἶδος εἰς τὸ ἐμπορικὸν κατάστημα.	[848, 770, 1070, 797]
bank-name: BANQUE COMMERCIALE DE GRECE	[95, 1349, 246, 1376]
column-5	[1082, 120, 1525, 2210]
article-paragraph: Τὸ Ἀνώτερον Παρθεναγωγεῖον τοῦ Ν. Κήπου, ἐγκατεστάθη ἀπὸ 1ης Σεπτεμβρίου ἐν ὁδῷ Ἀκαδημίας ἀρ. 16.	[848, 964, 1070, 1004]
headline-oi-daimonioi-mikroi: ΟΙ ΔΑΙΜΟΝΙΟΙ ΜΙΚΡΟΙ	[598, 684, 745, 699]
article-paragraph: Ὁ κ. Ρακτιβὰν ὡμίλησε περὶ τῶν σχεδιαζομένων μεταρρυθμίσεων εἰς τὴν δικαιοσύνην.	[1082, 541, 1298, 582]
article-paragraph: ηχεῖ ὅπου μένει ἕνα ἀνοικτὸν παράθυρον, ὡς θὰ ἀκουσθῇ τὸ κρότος, ἄνθρωπος μὲ τὰ χέρια τὸ ἀντίον τῆς πόρτας ἤκουσα.	[95, 373, 330, 413]
subheading: Ἀμαξόδρομος	[1082, 1029, 1173, 1044]
article-paragraph: Αἱ ἐγγραφαὶ ἤρξαντο καὶ διαρκοῦν μέχρι τῆς 15 Σεπτεμβρίου.	[848, 1009, 1070, 1036]
address-line: Ἀριστοτέλους ὁδὸς 9 καὶ Πανεπιστημίου. Ἀρσάκη ἀρ. 9.	[848, 1544, 1070, 1571]
list-item: 6) Εἰς τὴν ἐπιτροπὴν τοῦ λιμένος τοῦ στρατοῦ.	[1316, 692, 1525, 719]
headline-anoteron-ekpaideutirion: ΑΝΩΤΕΡΟΝ ΕΚΠΑΙΔΕΥΤΗΡΙΟΝ	[357, 1146, 573, 1162]
article-paragraph: Ἀνακοινοῦνται αἱ ἐκλογαὶ τοῦ Συλλόγου καὶ ὁ Μίκης Κυριάκης ἐξελέγη πρόεδρος.	[598, 849, 838, 876]
divider	[598, 679, 838, 680]
